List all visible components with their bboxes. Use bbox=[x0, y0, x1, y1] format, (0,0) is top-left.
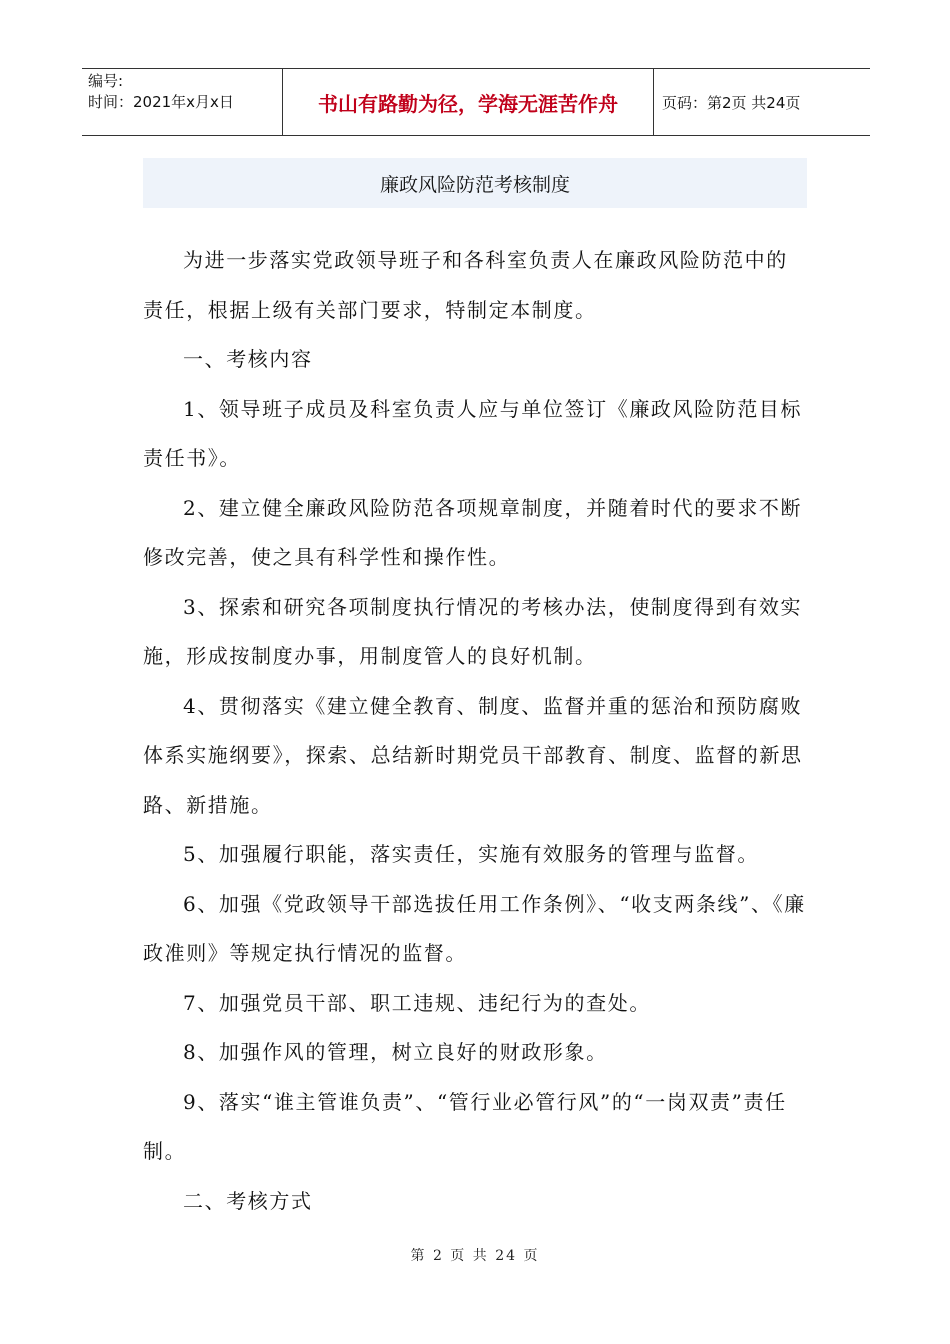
paragraph: 7、加强党员干部、职工违规、违纪行为的查处。 bbox=[183, 990, 651, 1015]
paragraph: 为进一步落实党政领导班子和各科室负责人在廉政风险防范中的责任，根据上级有关部门要求，特制定本制度。 bbox=[143, 248, 788, 322]
paragraph: 2、建立健全廉政风险防范各项规章制度，并随着时代的要求不断修改完善，使之具有科学性和操作性。 bbox=[143, 495, 803, 569]
header-motto: 书山有路勤为径，学海无涯苦作舟 bbox=[318, 91, 618, 116]
document-title: 廉政风险防范考核制度 bbox=[143, 158, 807, 208]
paragraph: 8、加强作风的管理，树立良好的财政形象。 bbox=[183, 1040, 608, 1064]
document-body bbox=[143, 236, 807, 1226]
paragraph: 9、落实“谁主管谁负责”、“管行业必管行风”的“一岗双责”责任制。 bbox=[143, 1089, 787, 1163]
header-page-info-cell bbox=[654, 69, 870, 135]
paragraph: 6、加强《党政领导干部选拔任用工作条例》、“收支两条线”、《廉政准则》等规定执行情况的监督。 bbox=[143, 891, 806, 965]
paragraph: 5、加强履行职能，落实责任，实施有效服务的管理与监督。 bbox=[183, 842, 759, 866]
paragraph: 1、领导班子成员及科室负责人应与单位签订《廉政风险防范目标责任书》。 bbox=[143, 396, 803, 470]
number-label: 编号: bbox=[88, 72, 124, 90]
section-heading: 二、考核方式 bbox=[183, 1188, 313, 1213]
section-heading: 一、考核内容 bbox=[183, 347, 313, 371]
document-header bbox=[82, 68, 870, 136]
paragraph: 3、探索和研究各项制度执行情况的考核办法，使制度得到有效实施，形成按制度办事，用制度管人的良好机制。 bbox=[143, 594, 803, 668]
header-page-info: 页码：第2页 共24页 bbox=[662, 93, 801, 112]
page-footer: 第 2 页 共 24 页 bbox=[410, 1248, 540, 1264]
paragraph: 4、贯彻落实《建立健全教育、制度、监督并重的惩治和预防腐败体系实施纲要》，探索、总结新时期党员干部教育、制度、监督的新思路、新措施。 bbox=[143, 693, 803, 817]
time-label: 时间：2021年x月x日 bbox=[88, 93, 234, 111]
header-meta bbox=[82, 69, 282, 135]
header-motto-cell bbox=[282, 69, 654, 135]
